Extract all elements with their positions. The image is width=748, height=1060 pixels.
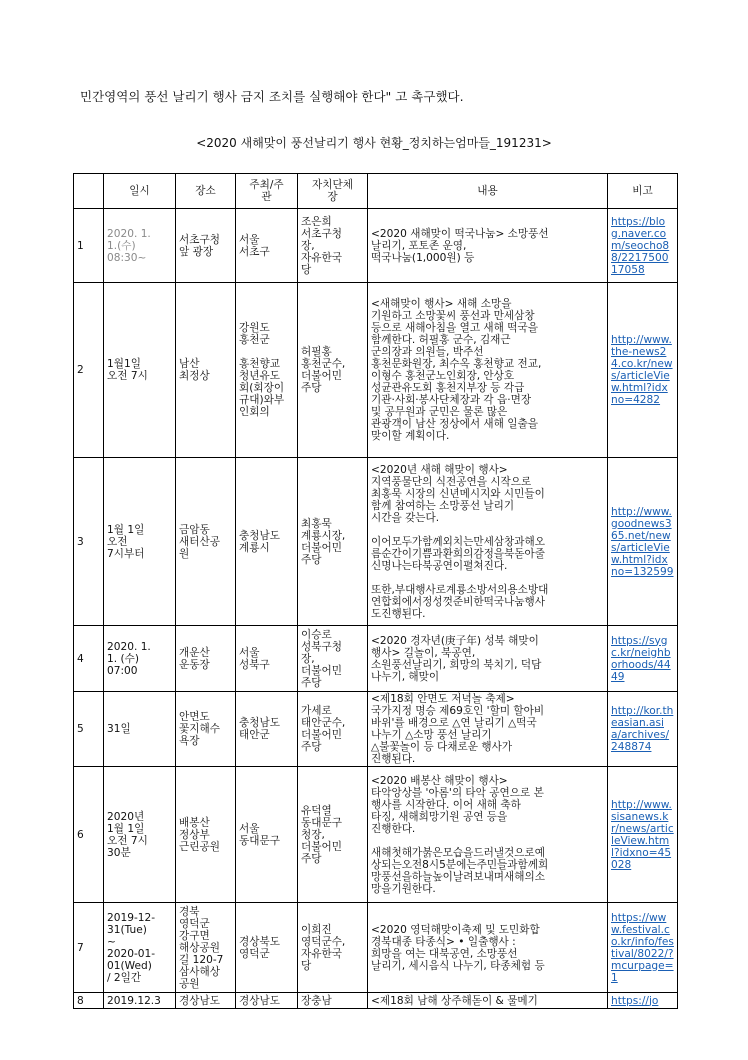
row-date: 2020. 1. 1. (수) 07:00 bbox=[104, 626, 176, 692]
row-place: 경상남도 bbox=[176, 993, 236, 1009]
row-head: 가세로 태안군수, 더불어민 주당 bbox=[298, 692, 368, 767]
row-date: 2019.12.3 bbox=[104, 993, 176, 1009]
row-place: 금암동 새터산공 원 bbox=[176, 458, 236, 626]
row-host: 경상남도 bbox=[236, 993, 298, 1009]
row-host: 충청남도 계룡시 bbox=[236, 458, 298, 626]
row-head: 장충남 bbox=[298, 993, 368, 1009]
table-row bbox=[74, 903, 678, 993]
table-row bbox=[74, 692, 678, 767]
row-place: 남산 최정상 bbox=[176, 283, 236, 458]
row-head: 조은희 서초구청 장, 자유한국 당 bbox=[298, 209, 368, 283]
row-place: 서초구청 앞 광장 bbox=[176, 209, 236, 283]
row-date: 2020. 1. 1.(수) 08:30~ bbox=[104, 209, 176, 283]
row-date: 1월1일 오전 7시 bbox=[104, 283, 176, 458]
row-content: <2020년 새해 해맞이 행사> 지역풍물단의 식전공연을 시작으로 최홍묵 시장의 신년메시지와 시민들이 함께 참여하는 소망풍선 날리기 시간을 갖는다. 이어모두가함께외치는만세삼창과해오 름순간이기쁨과환희의감정을북돋아줄 신명나는타북공연이펼쳐진다. 또한,부대행사로계룡소방서의용소방대 연합회에서정성껏준비한떡국나눔행사 도진행된다. bbox=[368, 458, 608, 626]
header-note: 비고 bbox=[608, 174, 678, 209]
row-head: 유덕열 동대문구 청장, 더불어민 주당 bbox=[298, 767, 368, 903]
row-source-link[interactable]: https://www.festival.co.kr/info/festival/8022/?mcurpage=1 bbox=[611, 911, 674, 984]
row-content: <2020 배봉산 해맞이 행사> 타악앙상블 '아롬'의 타악 공연으로 본 행사를 시작한다. 이어 새해 축하 타징, 새해희망기원 공연 등을 진행한다. 새해첫해가붉은모습을드러낼것으로예 상되는오전8시5분에는주민들과함께희 망풍선을하늘높이날려보내며새해의소 망을기원한다. bbox=[368, 767, 608, 903]
row-head: 최홍묵 계룡시장, 더불어민 주당 bbox=[298, 458, 368, 626]
row-head: 허필홍 홍천군수, 더불어민 주당 bbox=[298, 283, 368, 458]
row-no: 5 bbox=[74, 692, 104, 767]
row-content: <2020 경자년(庚子年) 성북 해맞이 행사> 길놀이, 북공연, 소원풍선날리기, 희망의 북치기, 덕담 나누기, 해맞이 bbox=[368, 626, 608, 692]
table-row bbox=[74, 283, 678, 458]
row-no: 4 bbox=[74, 626, 104, 692]
intro-paragraph: 민간영역의 풍선 날리기 행사 금지 조치를 실행해야 한다" 고 촉구했다. bbox=[80, 89, 464, 104]
row-content: <2020 새해맞이 떡국나눔> 소망풍선 날리기, 포토존 운영, 떡국나눔(1,000원) 등 bbox=[368, 209, 608, 283]
row-no: 3 bbox=[74, 458, 104, 626]
row-no: 6 bbox=[74, 767, 104, 903]
row-no: 7 bbox=[74, 903, 104, 993]
row-host: 서울 서초구 bbox=[236, 209, 298, 283]
row-head: 이승로 성북구청 장, 더불어민 주당 bbox=[298, 626, 368, 692]
row-place: 경북 영덕군 강구면 해상공원 길 120-7 삼사해상 공원 bbox=[176, 903, 236, 993]
row-content: <2020 영덕해맞이축제 및 도민화합 경북대종 타종식> • 일출행사 : 희망을 여는 대북공연, 소망풍선 날리기, 세시음식 나누기, 타종체험 등 bbox=[368, 903, 608, 993]
row-source-link[interactable]: http://www.sisanews.kr/news/articleView.html?idxno=45028 bbox=[611, 798, 674, 871]
header-place: 장소 bbox=[176, 174, 236, 209]
row-content: <새해맞이 행사> 새해 소망을 기원하고 소망꽃씨 풍선과 만세삼창 등으로 새해아침을 열고 새해 떡국을 함께한다. 허필홍 군수, 김재근 군의장과 의원들, 박주선 홍천문화원장, 최수옥 홍천향교 전교, 이형수 홍천군노인회장, 안상호 성균관유도회 홍천지부장 등 각급 기관·사회·봉사단체장과 각 읍·면장 및 공무원과 군민은 물론 많은 관광객이 남산 정상에서 새해 일출을 맞이할 계획이다. bbox=[368, 283, 608, 458]
row-content: <제18회 남해 상주해돋이 & 물메기 bbox=[368, 993, 608, 1009]
table-row bbox=[74, 767, 678, 903]
row-source-link[interactable]: http://www.goodnews365.net/news/articleView.html?idxno=132599 bbox=[611, 505, 674, 578]
row-date: 2020년 1월 1일 오전 7시 30분 bbox=[104, 767, 176, 903]
header-content: 내용 bbox=[368, 174, 608, 209]
row-host: 서울 동대문구 bbox=[236, 767, 298, 903]
row-source-link[interactable]: https://jo bbox=[611, 994, 659, 1007]
table-row bbox=[74, 458, 678, 626]
row-no: 1 bbox=[74, 209, 104, 283]
table-header-row bbox=[74, 174, 678, 209]
row-source-link[interactable]: https://blog.naver.com/seocho88/221750017058 bbox=[611, 215, 670, 276]
row-host: 경상북도 영덕군 bbox=[236, 903, 298, 993]
row-date: 2019-12- 31(Tue) ~ 2020-01- 01(Wed) / 2일간 bbox=[104, 903, 176, 993]
table-row bbox=[74, 993, 678, 1009]
row-no: 8 bbox=[74, 993, 104, 1009]
row-host: 서울 성북구 bbox=[236, 626, 298, 692]
header-head: 자치단체 장 bbox=[298, 174, 368, 209]
row-head: 이희진 영덕군수, 자유한국 당 bbox=[298, 903, 368, 993]
row-no: 2 bbox=[74, 283, 104, 458]
header-no bbox=[74, 174, 104, 209]
row-date: 1월 1일 오전 7시부터 bbox=[104, 458, 176, 626]
row-date: 31일 bbox=[104, 692, 176, 767]
header-host: 주최/주 관 bbox=[236, 174, 298, 209]
row-place: 안면도 꽃지해수 욕장 bbox=[176, 692, 236, 767]
events-table bbox=[73, 173, 678, 1009]
row-source-link[interactable]: http://www.the-news24.co.kr/news/articleView.html?idxno=4282 bbox=[611, 334, 673, 406]
table-caption: <2020 새해맞이 풍선날리기 행사 현황_정치하는엄마들_191231> bbox=[196, 136, 552, 150]
row-place: 개운산 운동장 bbox=[176, 626, 236, 692]
row-source-link[interactable]: http://kor.theasian.asia/archives/248874 bbox=[611, 705, 674, 753]
table-row bbox=[74, 209, 678, 283]
row-source-link[interactable]: https://sygc.kr/neighborhoods/4449 bbox=[611, 634, 671, 683]
row-content: <제18회 안면도 저녁놀 축제> 국가지정 명승 제69호인 '할미 할아비 바위'를 배경으로 △연 날리기 △떡국 나누기 △소망 풍선 날리기 △불꽃놀이 등 다채로운 행사가 진행된다. bbox=[368, 692, 608, 767]
row-place: 배봉산 정상부 근린공원 bbox=[176, 767, 236, 903]
row-host: 강원도 홍천군 홍천향교 청년유도 회(회장이 규대)와부 인회의 bbox=[236, 283, 298, 458]
table-row bbox=[74, 626, 678, 692]
header-date: 일시 bbox=[104, 174, 176, 209]
row-host: 충청남도 태안군 bbox=[236, 692, 298, 767]
